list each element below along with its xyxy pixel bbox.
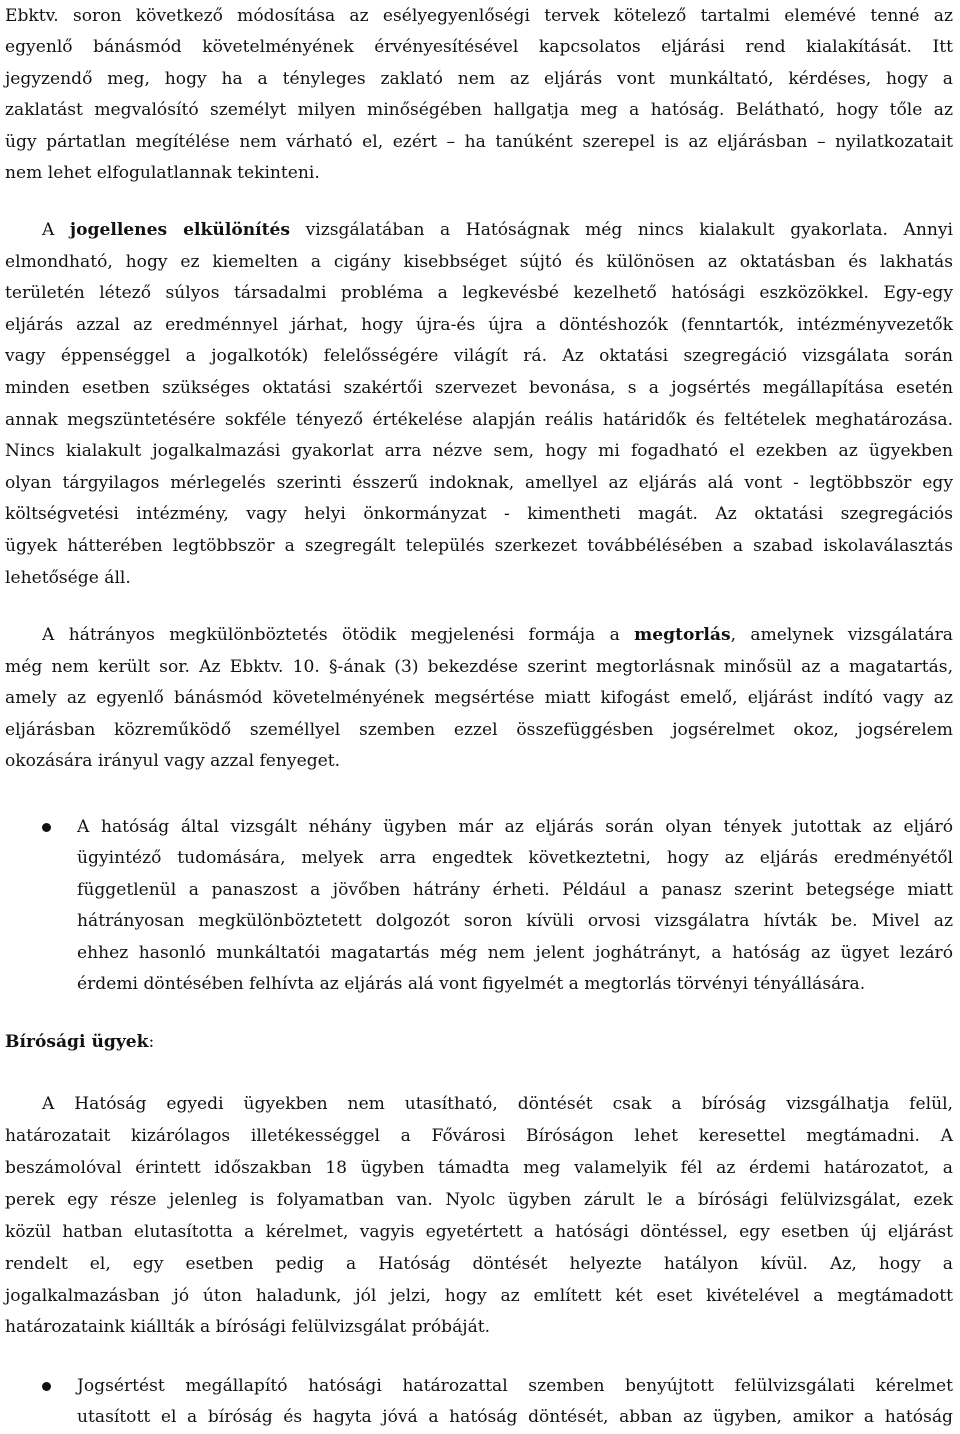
paragraph-line: ügyek hátterében legtöbbször a szegregált település szerkezet továbbélésében a szabad iskolaválasztás (5, 536, 953, 556)
paragraph-line: közül hatban elutasította a kérelmet, vagyis egyetértett a hatósági döntéssel, egy esetben új eljárást (5, 1222, 953, 1242)
bullet-line: Jogsértést megállapító hatósági határozattal szemben benyújtott felülvizsgálati kérelmet (77, 1376, 953, 1396)
lead-text: , amelynek vizsgálatára (730, 625, 953, 645)
paragraph-line: lehetősége áll. (5, 567, 131, 588)
paragraph-line: Nincs kialakult jogalkalmazási gyakorlat arra nézve sem, hogy mi fogadható el ezekben az ügyekben (5, 441, 953, 462)
paragraph-line: okozására irányul vagy azzal fenyeget. (5, 751, 341, 772)
paragraph-line: perek egy része jelenleg is folyamatban van. Nyolc ügyben zárult le a bírósági felülvizsgálat, ezek (5, 1190, 953, 1210)
bullet-line: hátrányosan megkülönböztetett dolgozót soron kívüli orvosi vizsgálatra hívták be. Mivel az (77, 911, 953, 932)
bullet-line: érdemi döntésében felhívta az eljárás alá vont figyelmét a megtorlás törvényi tényállására. (77, 974, 866, 994)
paragraph-line: amely az egyenlő bánásmód követelményének megsértése miatt kifogást emelő, eljárást indító vagy az (5, 688, 953, 709)
paragraph-line: rendelt el, egy esetben pedig a Hatóság döntését helyezte hatályon kívül. Az, hogy a (5, 1254, 953, 1274)
bullet-line: A hatóság által vizsgált néhány ügyben már az eljárás során olyan tények jutottak az eljáró (77, 817, 953, 837)
paragraph-line: annak megszüntetésére sokféle tényező értékelése alapján reális határidők és feltételek meghatározása. (5, 409, 953, 430)
paragraph-line: egyenlő bánásmód követelményének érvényesítésével kapcsolatos eljárási rend kialakítását. Itt (5, 37, 953, 58)
paragraph-line: még nem került sor. Az Ebktv. 10. §-ának (3) bekezdése szerint megtorlásnak minősül az a magatartás, (5, 656, 953, 677)
bullet-line: függetlenül a panaszost a jövőben hátrány érheti. Például a panasz szerint betegsége miatt (77, 879, 953, 900)
paragraph-line: vagy éppenséggel a jogalkotók) felelősségére világít rá. Az oktatási szegregáció vizsgálata során (5, 346, 953, 367)
paragraph-line: jegyzendő meg, hogy ha a tényleges zaklató nem az eljárás vont munkáltató, kérdéses, hogy a (5, 68, 953, 89)
bullet-line: ügyintéző tudomására, melyek arra engedtek következtetni, hogy az eljárás eredményétől (77, 848, 953, 869)
paragraph-line: A Hatóság egyedi ügyekben nem utasítható, döntését csak a bíróság vizsgálhatja felül, (42, 1094, 953, 1114)
paragraph-line: költségvetési intézmény, vagy helyi önkormányzat - kimentheti magát. Az oktatási szegregációs (5, 504, 953, 525)
paragraph-line: határozatait kizárólagos illetékességgel a Fővárosi Bíróságon lehet keresettel megtámadni. A (5, 1126, 953, 1146)
section-heading (5, 1026, 953, 1058)
paragraph-line: elmondható, hogy ez kiemelten a cigány kisebbséget sújtó és különösen az oktatásban és lakhatás (5, 251, 953, 272)
paragraph-lead-line (5, 214, 953, 246)
heading-text: Bírósági ügyek (5, 1032, 149, 1052)
paragraph-line: határozataink kiállták a bírósági felülvizsgálat próbáját. (5, 1317, 491, 1337)
paragraph-line: területén létező súlyos társadalmi probléma a legkevésbé kezelhető hatósági eszközökkel. Egy-egy (5, 283, 953, 304)
paragraph-line: ügy pártatlan megítélése nem várható el, ezért – ha tanúként szerepel is az eljárásban – nyilatkozatait (5, 131, 953, 152)
lead-text: vizsgálatában a Hatóságnak még nincs kialakult gyakorlata. Annyi (290, 220, 954, 240)
lead-text: A hátrányos megkülönböztetés ötödik megjelenési formája a (42, 625, 635, 645)
lead-text: A (42, 220, 70, 240)
bullet-line: utasított el a bíróság és hagyta jóvá a hatóság döntését, abban az ügyben, amikor a hatóság (77, 1407, 953, 1427)
emphasis-term: megtorlás (634, 625, 731, 645)
paragraph-line: jogalkalmazásban jó úton haladunk, jól jelzi, hogy az említett két eset kivételével a megtámadott (5, 1286, 953, 1306)
emphasis-term: jogellenes elkülönítés (69, 220, 291, 240)
paragraph-line: eljárás azzal az eredménnyel járhat, hogy újra-és újra a döntéshozók (fenntartók, intézményvezetők (5, 314, 953, 335)
paragraph-line: nem lehet elfogulatlannak tekinteni. (5, 163, 320, 183)
paragraph-line: minden esetben szükséges oktatási szakértői szervezet bevonása, s a jogsértés megállapítása esetén (5, 378, 953, 398)
paragraph-line: olyan tárgyilagos mérlegelés szerinti ésszerű indoknak, amellyel az eljárás alá vont - legtöbbször egy (5, 472, 953, 493)
paragraph-lead-line (5, 619, 953, 651)
bullet-dot-icon (42, 1382, 51, 1391)
paragraph-line: zaklatást megvalósító személyt milyen minőségében hallgatja meg a hatóság. Belátható, hogy tőle az (5, 100, 953, 121)
bullet-dot-icon (42, 823, 51, 832)
heading-suffix: : (148, 1032, 155, 1052)
paragraph-line: eljárásban közreműködő személlyel szemben ezzel összefüggésben jogsérelmet okoz, jogsérelem (5, 719, 953, 740)
paragraph-line: beszámolóval érintett időszakban 18 ügyben támadta meg valamelyik fél az érdemi határozatot, a (5, 1158, 953, 1178)
paragraph-line: Ebktv. soron következő módosítása az esélyegyenlőségi tervek kötelező tartalmi elemévé tenné az (5, 6, 953, 26)
bullet-line: ehhez hasonló munkáltatói magatartás még nem jelent joghátrányt, a hatóság az ügyet lezáró (77, 942, 953, 963)
